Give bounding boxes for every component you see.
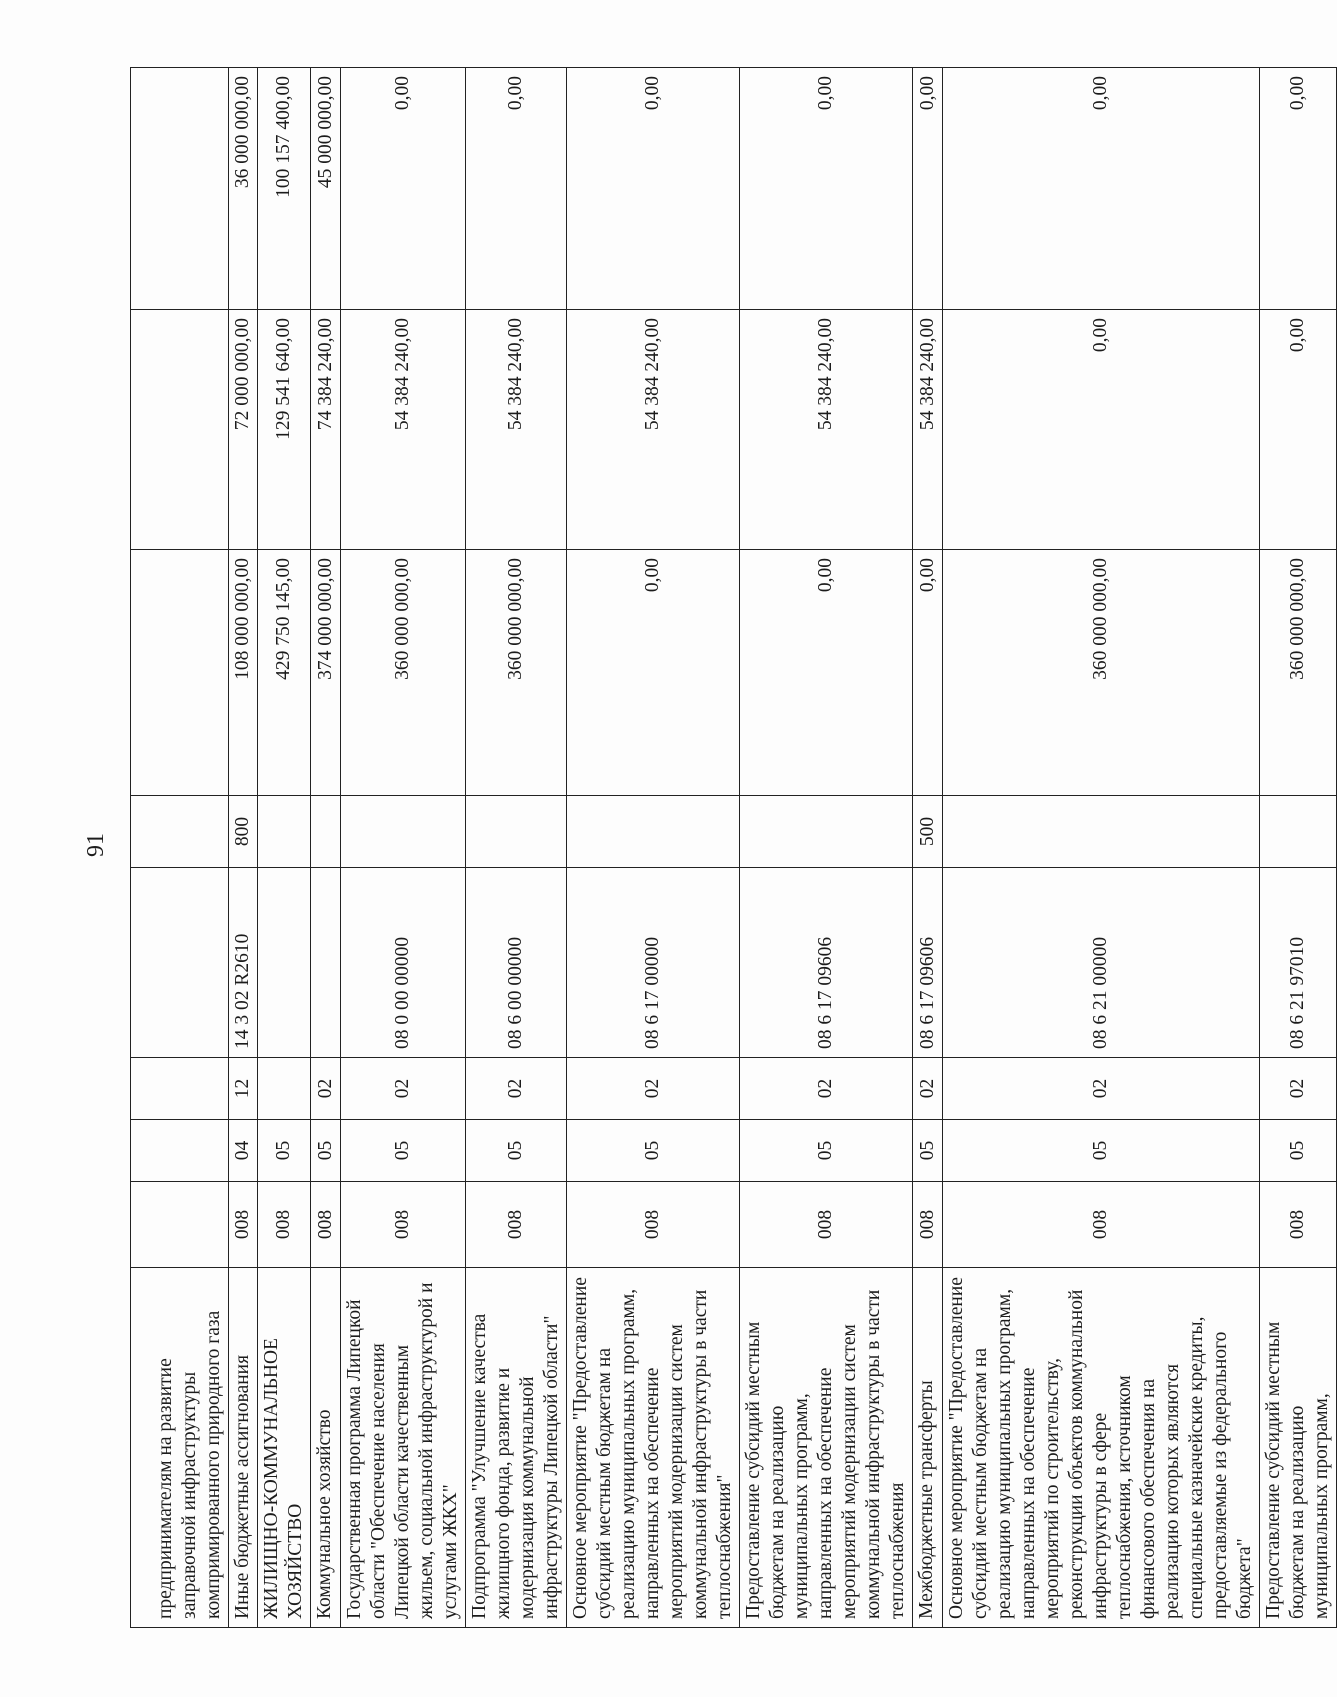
row-sum-2022: 54 384 240,00 [466,310,567,550]
row-target-article: 08 6 21 97010 [1260,868,1337,1058]
row-sum-2023: 0,00 [740,68,913,310]
row-name: Коммунальное хозяйство [311,1268,341,1628]
table-row [740,68,913,1628]
row-name: Государственная программа Липецкой области "Обеспечение населения Липецкой области качественным жильем, социальной инфраструктурой и услугами ЖКХ" [341,1268,466,1628]
row-subsection: 02 [567,1058,740,1120]
row-name: Иные бюджетные ассигнования [229,1268,258,1628]
row-sum-2023: 0,00 [1260,68,1337,310]
row-sum-2021: 360 000 000,00 [341,550,466,796]
row-target-article [258,868,311,1058]
row-sum-2021: 360 000 000,00 [1260,550,1337,796]
row-expense-type [311,796,341,868]
row-section: 05 [466,1120,567,1182]
row-admin-code: 008 [258,1182,311,1268]
table-row [311,68,341,1628]
row-sum-2021: 360 000 000,00 [466,550,567,796]
row-subsection [258,1058,311,1120]
row-target-article: 08 6 17 09606 [913,868,943,1058]
row-sum-2023 [131,68,229,310]
row-sum-2023: 0,00 [341,68,466,310]
row-name: Предоставление субсидий местным бюджетам на реализацию муниципальных программ, направленных на обеспечение мероприятий модернизации систем коммунальной инфраструктуры в части теплоснабжения [740,1268,913,1628]
row-admin-code: 008 [341,1182,466,1268]
table-row [466,68,567,1628]
row-sum-2022: 0,00 [943,310,1260,550]
row-section: 05 [311,1120,341,1182]
row-subsection: 12 [229,1058,258,1120]
row-sum-2022: 54 384 240,00 [567,310,740,550]
row-name: Межбюджетные трансферты [913,1268,943,1628]
row-sum-2023: 100 157 400,00 [258,68,311,310]
row-subsection [131,1058,229,1120]
row-target-article: 14 3 02 R2610 [229,868,258,1058]
row-subsection: 02 [1260,1058,1337,1120]
row-admin-code: 008 [229,1182,258,1268]
row-expense-type: 800 [229,796,258,868]
row-subsection: 02 [311,1058,341,1120]
budget-table [130,67,1337,1628]
row-expense-type: 500 [913,796,943,868]
row-target-article: 08 6 17 00000 [567,868,740,1058]
row-sum-2022: 54 384 240,00 [740,310,913,550]
row-name: Предоставление субсидий местным бюджетам на реализацию муниципальных программ, [1260,1268,1337,1628]
row-sum-2023: 0,00 [567,68,740,310]
row-section: 05 [740,1120,913,1182]
row-section [131,1120,229,1182]
table-row [258,68,311,1628]
row-admin-code: 008 [567,1182,740,1268]
row-sum-2023: 0,00 [943,68,1260,310]
row-sum-2022: 74 384 240,00 [311,310,341,550]
row-expense-type [740,796,913,868]
row-admin-code: 008 [740,1182,913,1268]
row-target-article: 08 6 21 00000 [943,868,1260,1058]
row-section: 05 [1260,1120,1337,1182]
row-sum-2023: 0,00 [466,68,567,310]
row-expense-type [341,796,466,868]
row-section: 05 [567,1120,740,1182]
row-expense-type [567,796,740,868]
row-sum-2022 [131,310,229,550]
row-expense-type [943,796,1260,868]
row-sum-2022: 129 541 640,00 [258,310,311,550]
table-row [567,68,740,1628]
row-subsection: 02 [341,1058,466,1120]
rotated-page-content [130,68,1332,1628]
row-expense-type [258,796,311,868]
row-subsection: 02 [943,1058,1260,1120]
row-sum-2023: 45 000 000,00 [311,68,341,310]
row-target-article: 08 6 17 09606 [740,868,913,1058]
row-target-article [131,868,229,1058]
row-admin-code: 008 [913,1182,943,1268]
row-section: 04 [229,1120,258,1182]
row-name: Подпрограмма "Улучшение качества жилищного фонда, развитие и модернизация коммунальной инфраструктуры Липецкой области" [466,1268,567,1628]
row-expense-type [1260,796,1337,868]
row-admin-code: 008 [466,1182,567,1268]
row-admin-code: 008 [943,1182,1260,1268]
row-sum-2021: 0,00 [913,550,943,796]
table-row [943,68,1260,1628]
row-subsection: 02 [466,1058,567,1120]
row-sum-2021: 429 750 145,00 [258,550,311,796]
row-sum-2022: 54 384 240,00 [913,310,943,550]
table-row [229,68,258,1628]
table-row [131,68,229,1628]
row-sum-2023: 0,00 [913,68,943,310]
row-name: Основное мероприятие "Предоставление субсидий местным бюджетам на реализацию муниципальных программ, направленных на обеспечение мероприятий модернизации систем коммунальной инфраструктуры в части теплоснабжения" [567,1268,740,1628]
row-sum-2023: 36 000 000,00 [229,68,258,310]
page-number: 91 [83,833,109,857]
row-sum-2022: 54 384 240,00 [341,310,466,550]
row-sum-2021: 0,00 [567,550,740,796]
row-section: 05 [943,1120,1260,1182]
row-name: предпринимателям на развитие заправочной инфраструктуры компримированного природного газа [131,1268,229,1628]
row-admin-code [131,1182,229,1268]
row-name: ЖИЛИЩНО-КОММУНАЛЬНОЕ ХОЗЯЙСТВО [258,1268,311,1628]
row-admin-code: 008 [311,1182,341,1268]
row-section: 05 [341,1120,466,1182]
row-sum-2022: 0,00 [1260,310,1337,550]
row-sum-2021: 108 000 000,00 [229,550,258,796]
row-target-article [311,868,341,1058]
row-sum-2021: 374 000 000,00 [311,550,341,796]
row-admin-code: 008 [1260,1182,1337,1268]
row-expense-type [466,796,567,868]
row-subsection: 02 [913,1058,943,1120]
row-target-article: 08 6 00 00000 [466,868,567,1058]
row-sum-2022: 72 000 000,00 [229,310,258,550]
row-subsection: 02 [740,1058,913,1120]
row-sum-2021: 0,00 [740,550,913,796]
row-section: 05 [913,1120,943,1182]
row-section: 05 [258,1120,311,1182]
row-name: Основное мероприятие "Предоставление субсидий местным бюджетам на реализацию муниципальных программ, направленных на обеспечение мероприятий по строительству, реконструкции объектов коммунальной инфраструктуры в сфере теплоснабжения, источником финансового обеспечения на реализацию которых являются специальные казначейские кредиты, предоставляемые из федерального бюджета" [943,1268,1260,1628]
table-row [913,68,943,1628]
table-row [1260,68,1337,1628]
table-row [341,68,466,1628]
row-expense-type [131,796,229,868]
row-target-article: 08 0 00 00000 [341,868,466,1058]
row-sum-2021: 360 000 000,00 [943,550,1260,796]
row-sum-2021 [131,550,229,796]
